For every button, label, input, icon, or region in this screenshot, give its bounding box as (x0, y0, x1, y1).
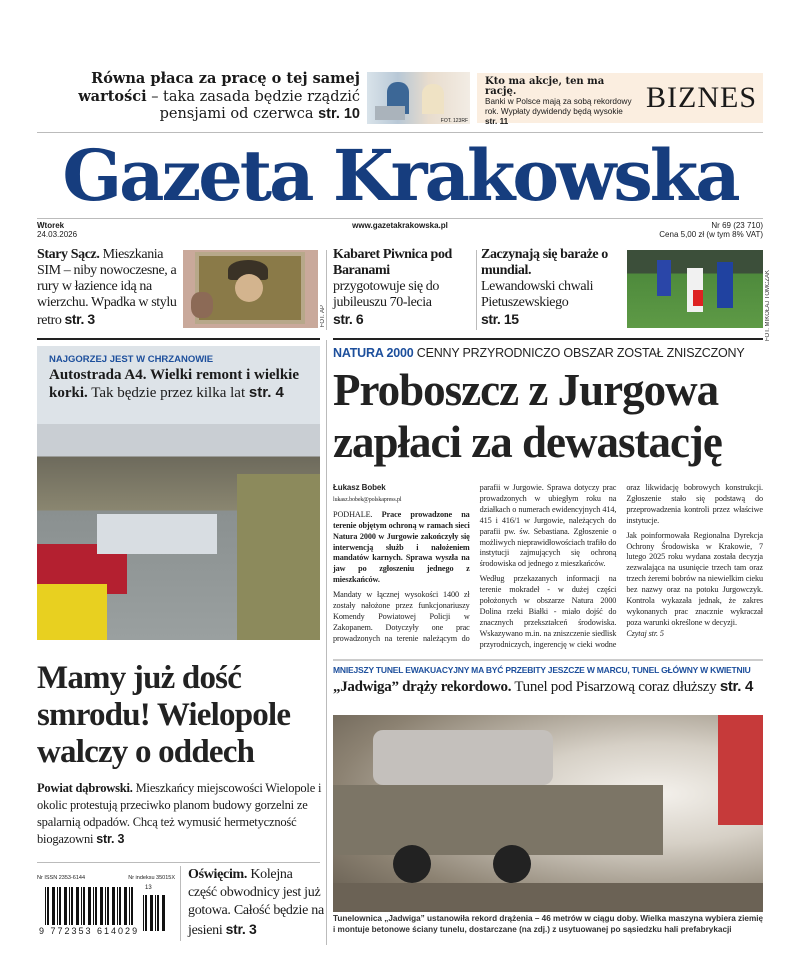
teaser-mundial[interactable] (481, 247, 624, 329)
barcode-bar (112, 887, 115, 925)
barcode-bar (88, 887, 91, 925)
teaser-text: przygotowuje się do jubileuszu 70-lecia (333, 279, 439, 310)
barcode-bar (69, 887, 70, 925)
barcode-bar (83, 887, 85, 925)
teaser-text: Lewandowski chwali Pietuszewskiego (481, 279, 594, 310)
author-email[interactable]: lukasz.bobek@polskapress.pl (333, 496, 402, 503)
main-kicker (333, 346, 765, 360)
teaser-title: Kabaret Piwnica pod Baranami (333, 247, 452, 278)
article-body: Jak poinformowała Regionalna Dyrekcja Ochrony Środowiska w Krakowie, 7 lutego 2025 roku wydana została decyzja zezwalająca na usunięcie trzech tam oraz trzech żeremi bobrów na niewielkim cieku bez nazwy oraz na potoku Jurgowczyk. Kontrola wykazała jednak, że zakres wykonanych prac znacznie wykraczał poza warunki określone w decyzji. (626, 530, 763, 627)
barcode-digits: 9 772353 614029 (39, 926, 140, 936)
main-kicker-text: CENNY PRZYRODNICZO OBSZAR ZOSTAŁ ZNISZCZONY (413, 346, 745, 360)
photo-credit: FOT. AP (320, 305, 326, 328)
teaser-page: str. 3 (225, 921, 257, 937)
tunnel-page: str. 4 (719, 678, 754, 695)
tunnel-kicker: MNIEJSZY TUNEL EWAKUACYJNY MA BYĆ PRZEBITY JESZCZE W MARCU, TUNEL GŁÓWNY W KWIETNIU (333, 665, 751, 675)
tunnel-photo (333, 715, 763, 912)
highway-photo (37, 424, 320, 640)
barcode-bar (93, 887, 94, 925)
top-teaser-page: str. 10 (318, 106, 360, 122)
teaser-text: Mieszkania SIM – niby nowoczesne, a rury w łazience idą na wierzchu. Wpadka w stylu retro (37, 247, 177, 328)
author: Łukasz Bobek (333, 483, 386, 492)
smell-page: str. 3 (96, 832, 125, 846)
teaser-stary-sacz[interactable] (37, 247, 180, 329)
barcode-bar (129, 887, 130, 925)
teaser-title: Stary Sącz. (37, 247, 100, 262)
website-url[interactable]: www.gazetakrakowska.pl (352, 221, 448, 230)
lead-place: PODHALE. (333, 509, 382, 519)
date-value: 24.03.2026 (37, 230, 78, 239)
teaser-text: Kolejna część obwodnicy jest już gotowa. Całość będzie na jesieni (188, 867, 324, 938)
barcode-addon: 13 (145, 885, 152, 891)
price: Cena 5,00 zł (w tym 8% VAT) (659, 230, 763, 239)
tunnel-headline[interactable] (333, 678, 765, 696)
barcode-bar (47, 887, 49, 925)
a4-title: Autostrada A4. Wielki remont i wielkie korki. (49, 367, 300, 401)
photo-credit: FOT. 123RF (440, 118, 468, 124)
biznes-text: Banki w Polsce mają za sobą rekordowy rok. Wypłaty dywidendy będą wysokie (485, 97, 632, 116)
photo-credit: FOT. MIKOŁAJ TOMCZAK (765, 270, 771, 342)
main-kicker-label: NATURA 2000 (333, 346, 414, 360)
teaser-page: str. 15 (481, 311, 519, 327)
barcode-bar (124, 887, 127, 925)
barcode-bar (76, 887, 79, 925)
barcode-bar (59, 887, 61, 925)
teaser-title: Oświęcim. (188, 867, 248, 882)
barcode-bar (119, 887, 121, 925)
biznes-page: str. 11 (485, 117, 509, 126)
barcode-bar (150, 895, 153, 931)
barcode-bar (145, 895, 147, 931)
issue-info (659, 221, 763, 239)
teaser-page: str. 6 (333, 311, 364, 327)
issue-number: Nr 69 (23 710) (711, 221, 763, 230)
smell-text: Mieszkańcy miejscowości Wielopole i okolic protestują przeciwko planom budowy gorzelni ze spalarnią odpadów. Chcą też wymusić hermetyczność biogazowni (37, 781, 322, 846)
barcode-bar (71, 887, 73, 925)
a4-page: str. 4 (248, 384, 284, 401)
top-teaser[interactable] (30, 70, 360, 123)
index-number: Nr indeksu 35015X (128, 875, 175, 881)
barcode-bar (100, 887, 103, 925)
tunnel-text: Tunel pod Pisarzową coraz dłuższy (511, 679, 720, 695)
a4-kicker: NAJGORZEJ JEST W CHRZANOWIE (49, 354, 214, 365)
weekday: Wtorek (37, 221, 65, 230)
a4-text: Tak będzie przez kilka lat (87, 385, 249, 401)
painting-photo (183, 250, 318, 328)
barcode-bar (143, 895, 144, 931)
teaser-oswiecim[interactable] (188, 866, 324, 940)
smell-headline[interactable]: Mamy już dość smrodu! Wielopole walczy o oddech (37, 660, 291, 770)
teaser-kabaret[interactable] (333, 247, 474, 329)
barcode-bar (52, 887, 55, 925)
barcode-bar (57, 887, 58, 925)
a4-teaser[interactable] (37, 346, 320, 640)
barcode-bar (107, 887, 109, 925)
biznes-title: Kto ma akcje, ten ma rację. (485, 76, 605, 97)
tunnel-title: „Jadwiga” drąży rekordowo. (333, 679, 512, 695)
biznes-teaser[interactable] (477, 73, 763, 126)
tunnel-caption: Tunelownica „Jadwiga” ustanowiła rekord drążenia – 46 metrów w ciągu doby. Wielka maszyna wybiera ziemię i montuje betonowe ściany tunelu, dostarczane (na zdj.) z usytuowanej po sąsiedzku hali prefabrykacji (333, 914, 764, 934)
barcode-bar (155, 895, 156, 931)
main-headline[interactable]: Proboszcz z Jurgowa zapłaci za dewastację (333, 365, 722, 467)
teaser-page: str. 3 (64, 311, 95, 327)
issn: Nr ISSN 2353-6144 (37, 875, 85, 881)
date (37, 221, 77, 239)
barcode-bar (81, 887, 82, 925)
section-label-biznes: BIZNES (646, 81, 757, 114)
masthead-title[interactable]: Gazeta Krakowska (62, 134, 738, 217)
barcode-bar (64, 887, 67, 925)
barcode-bar (162, 895, 165, 931)
barcode-bar (45, 887, 46, 925)
barcode-bar (105, 887, 106, 925)
teaser-title: Zaczynają się baraże o mundial. (481, 247, 608, 278)
barcode-bar (95, 887, 97, 925)
main-article (333, 483, 763, 651)
barcode-bar (131, 887, 133, 925)
read-more[interactable]: Czytaj str. 5 (626, 628, 664, 638)
football-photo (627, 250, 763, 328)
top-teaser-title: Równa płaca za pracę o tej samej wartości (78, 70, 360, 105)
barcode (37, 875, 175, 940)
article-body: Mandaty w łącznej wysokości 1400 zł zostały nałożone przez funkcjonariuszy Komendy Powiatowej Policji w Zakopanem. Dotyczyły one prac prowadzonych na terenie należącym do parafii w Jurgowie. Sprawa dotyczy prac prowadzonych w ubiegłym roku na działkach o numerach ewidencyjnych 414, 415 i 416/1 w Jurgowie, należących do parafii pw. św. Sebastiana. Zgłoszenie o możliwych nieprawidłowościach trafiło do instytucji zajmujących się ochroną środowiska od jednego z mieszkańców. (333, 483, 617, 643)
smell-teaser (37, 780, 323, 848)
barcode-bar (157, 895, 159, 931)
article-body: Według przekazanych informacji na terenie mokradeł - w dużej części położonych w obszarze Natura 2000 Dolina rzeki Białki - miało dojść do znacznych przekształceń środowiska. Wskazywano m.in. na zniszczenie siedlisk przyrodniczych, ingerencję w cieki wodne oraz likwidację bobrowych konstrukcji. Zgłoszenie stało się podstawą do przeprowadzenia kontroli przez właściwe instytucje. (479, 483, 763, 649)
article-lead: Prace prowadzone na terenie objętym ochroną w ramach sieci Natura 2000 w Jurgowie zakończyły się interwencją służb i nałożeniem mandatów karnych. Sprawa wyszła na jaw po zgłoszeniu jednego z mieszkańców. (333, 509, 470, 585)
smell-title: Powiat dąbrowski. (37, 781, 133, 795)
office-photo (367, 72, 470, 124)
barcode-bar (117, 887, 118, 925)
top-teaser-text: – taka zasada będzie rządzić pensjami od czerwca (146, 89, 360, 122)
